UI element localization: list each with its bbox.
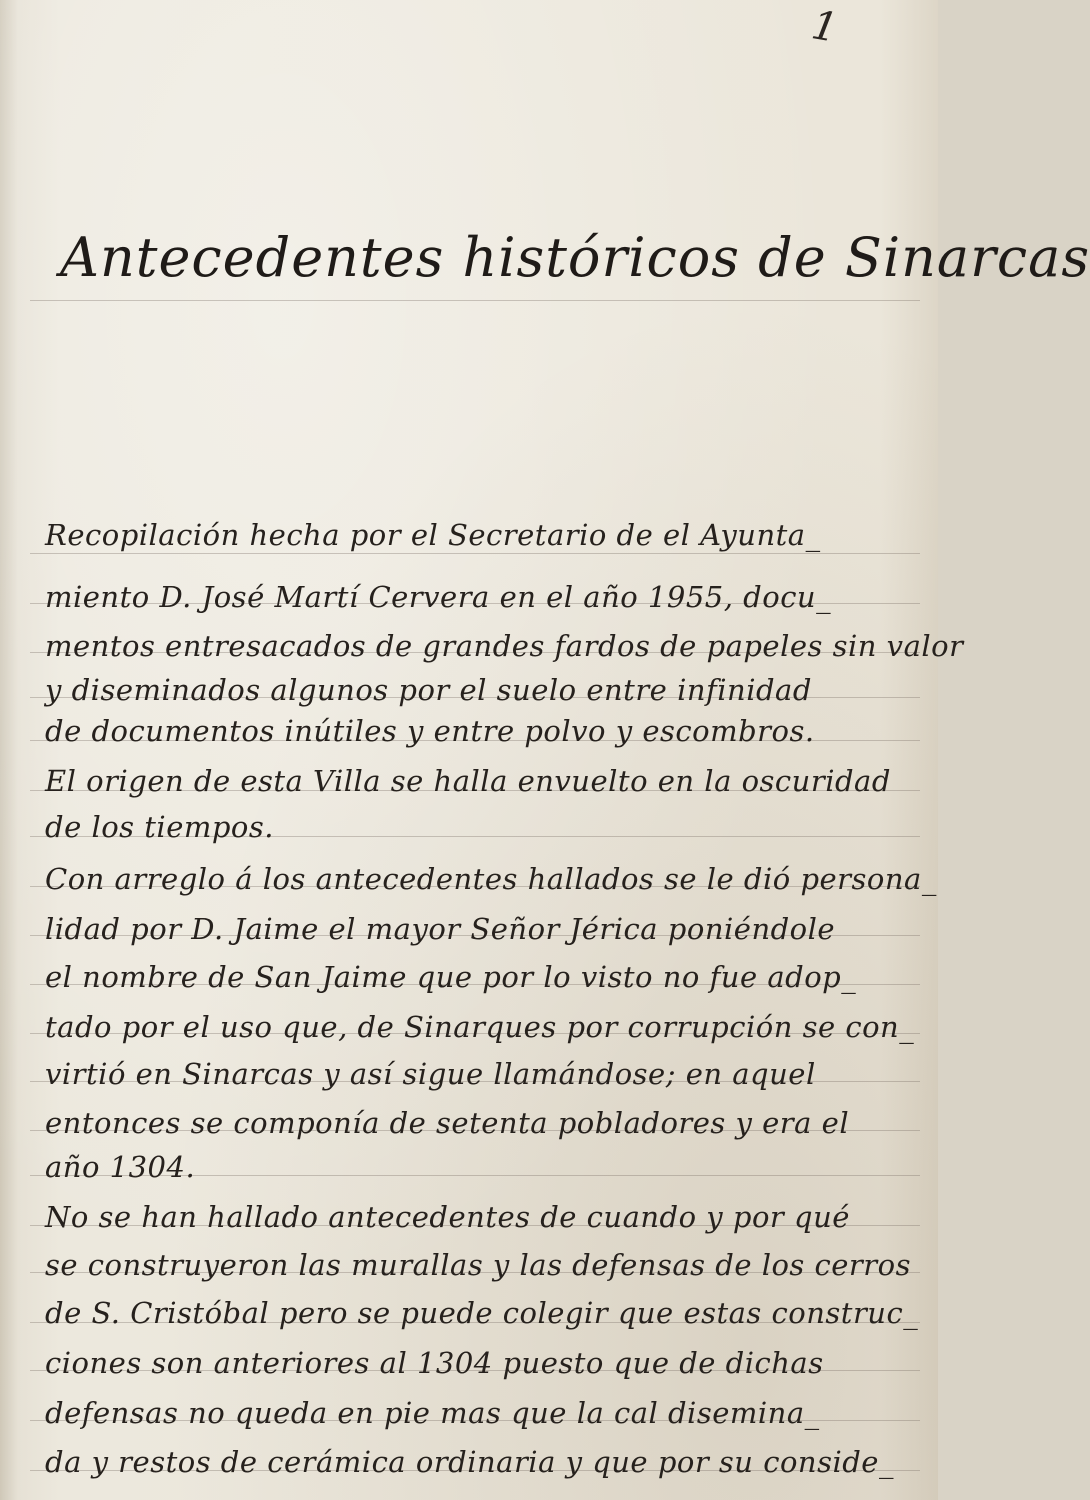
body-line: el nombre de San Jaime que por lo visto no fue adop_	[45, 960, 857, 994]
body-line: El origen de esta Villa se halla envuelto en la oscuridad	[45, 764, 891, 798]
body-line: No se han hallado antecedentes de cuando y por qué	[45, 1200, 850, 1234]
body-line: se construyeron las murallas y las defensas de los cerros	[45, 1248, 912, 1282]
body-line: Recopilación hecha por el Secretario de el Ayunta_	[45, 518, 821, 552]
body-line: defensas no queda en pie mas que la cal disemina_	[45, 1396, 820, 1430]
ruled-line	[30, 300, 920, 301]
body-line: ciones son anteriores al 1304 puesto que de dichas	[45, 1346, 824, 1380]
body-line: y diseminados algunos por el suelo entre infinidad	[45, 673, 812, 707]
body-line: de los tiempos.	[45, 810, 274, 844]
body-line: lidad por D. Jaime el mayor Señor Jérica poniéndole	[45, 912, 836, 946]
body-line: miento D. José Martí Cervera en el año 1955, docu_	[45, 580, 832, 614]
body-line: de documentos inútiles y entre polvo y escombros.	[45, 714, 815, 748]
body-line: da y restos de cerámica ordinaria y que por su conside_	[45, 1445, 894, 1479]
body-line: tado por el uso que, de Sinarques por corrupción se con_	[45, 1010, 915, 1044]
body-line: Con arreglo á los antecedentes hallados se le dió persona_	[45, 862, 937, 896]
body-line: entonces se componía de setenta pobladores y era el	[45, 1106, 850, 1140]
ruled-line	[30, 553, 920, 554]
body-line: virtió en Sinarcas y así sigue llamándose; en aquel	[45, 1057, 816, 1091]
body-line: mentos entresacados de grandes fardos de papeles sin valor	[45, 629, 964, 663]
page-title: Antecedentes históricos de Sinarcas	[60, 226, 1090, 289]
body-line: de S. Cristóbal pero se puede colegir que estas construc_	[45, 1296, 919, 1330]
body-line: año 1304.	[45, 1150, 196, 1184]
page-number: 1	[808, 2, 842, 52]
